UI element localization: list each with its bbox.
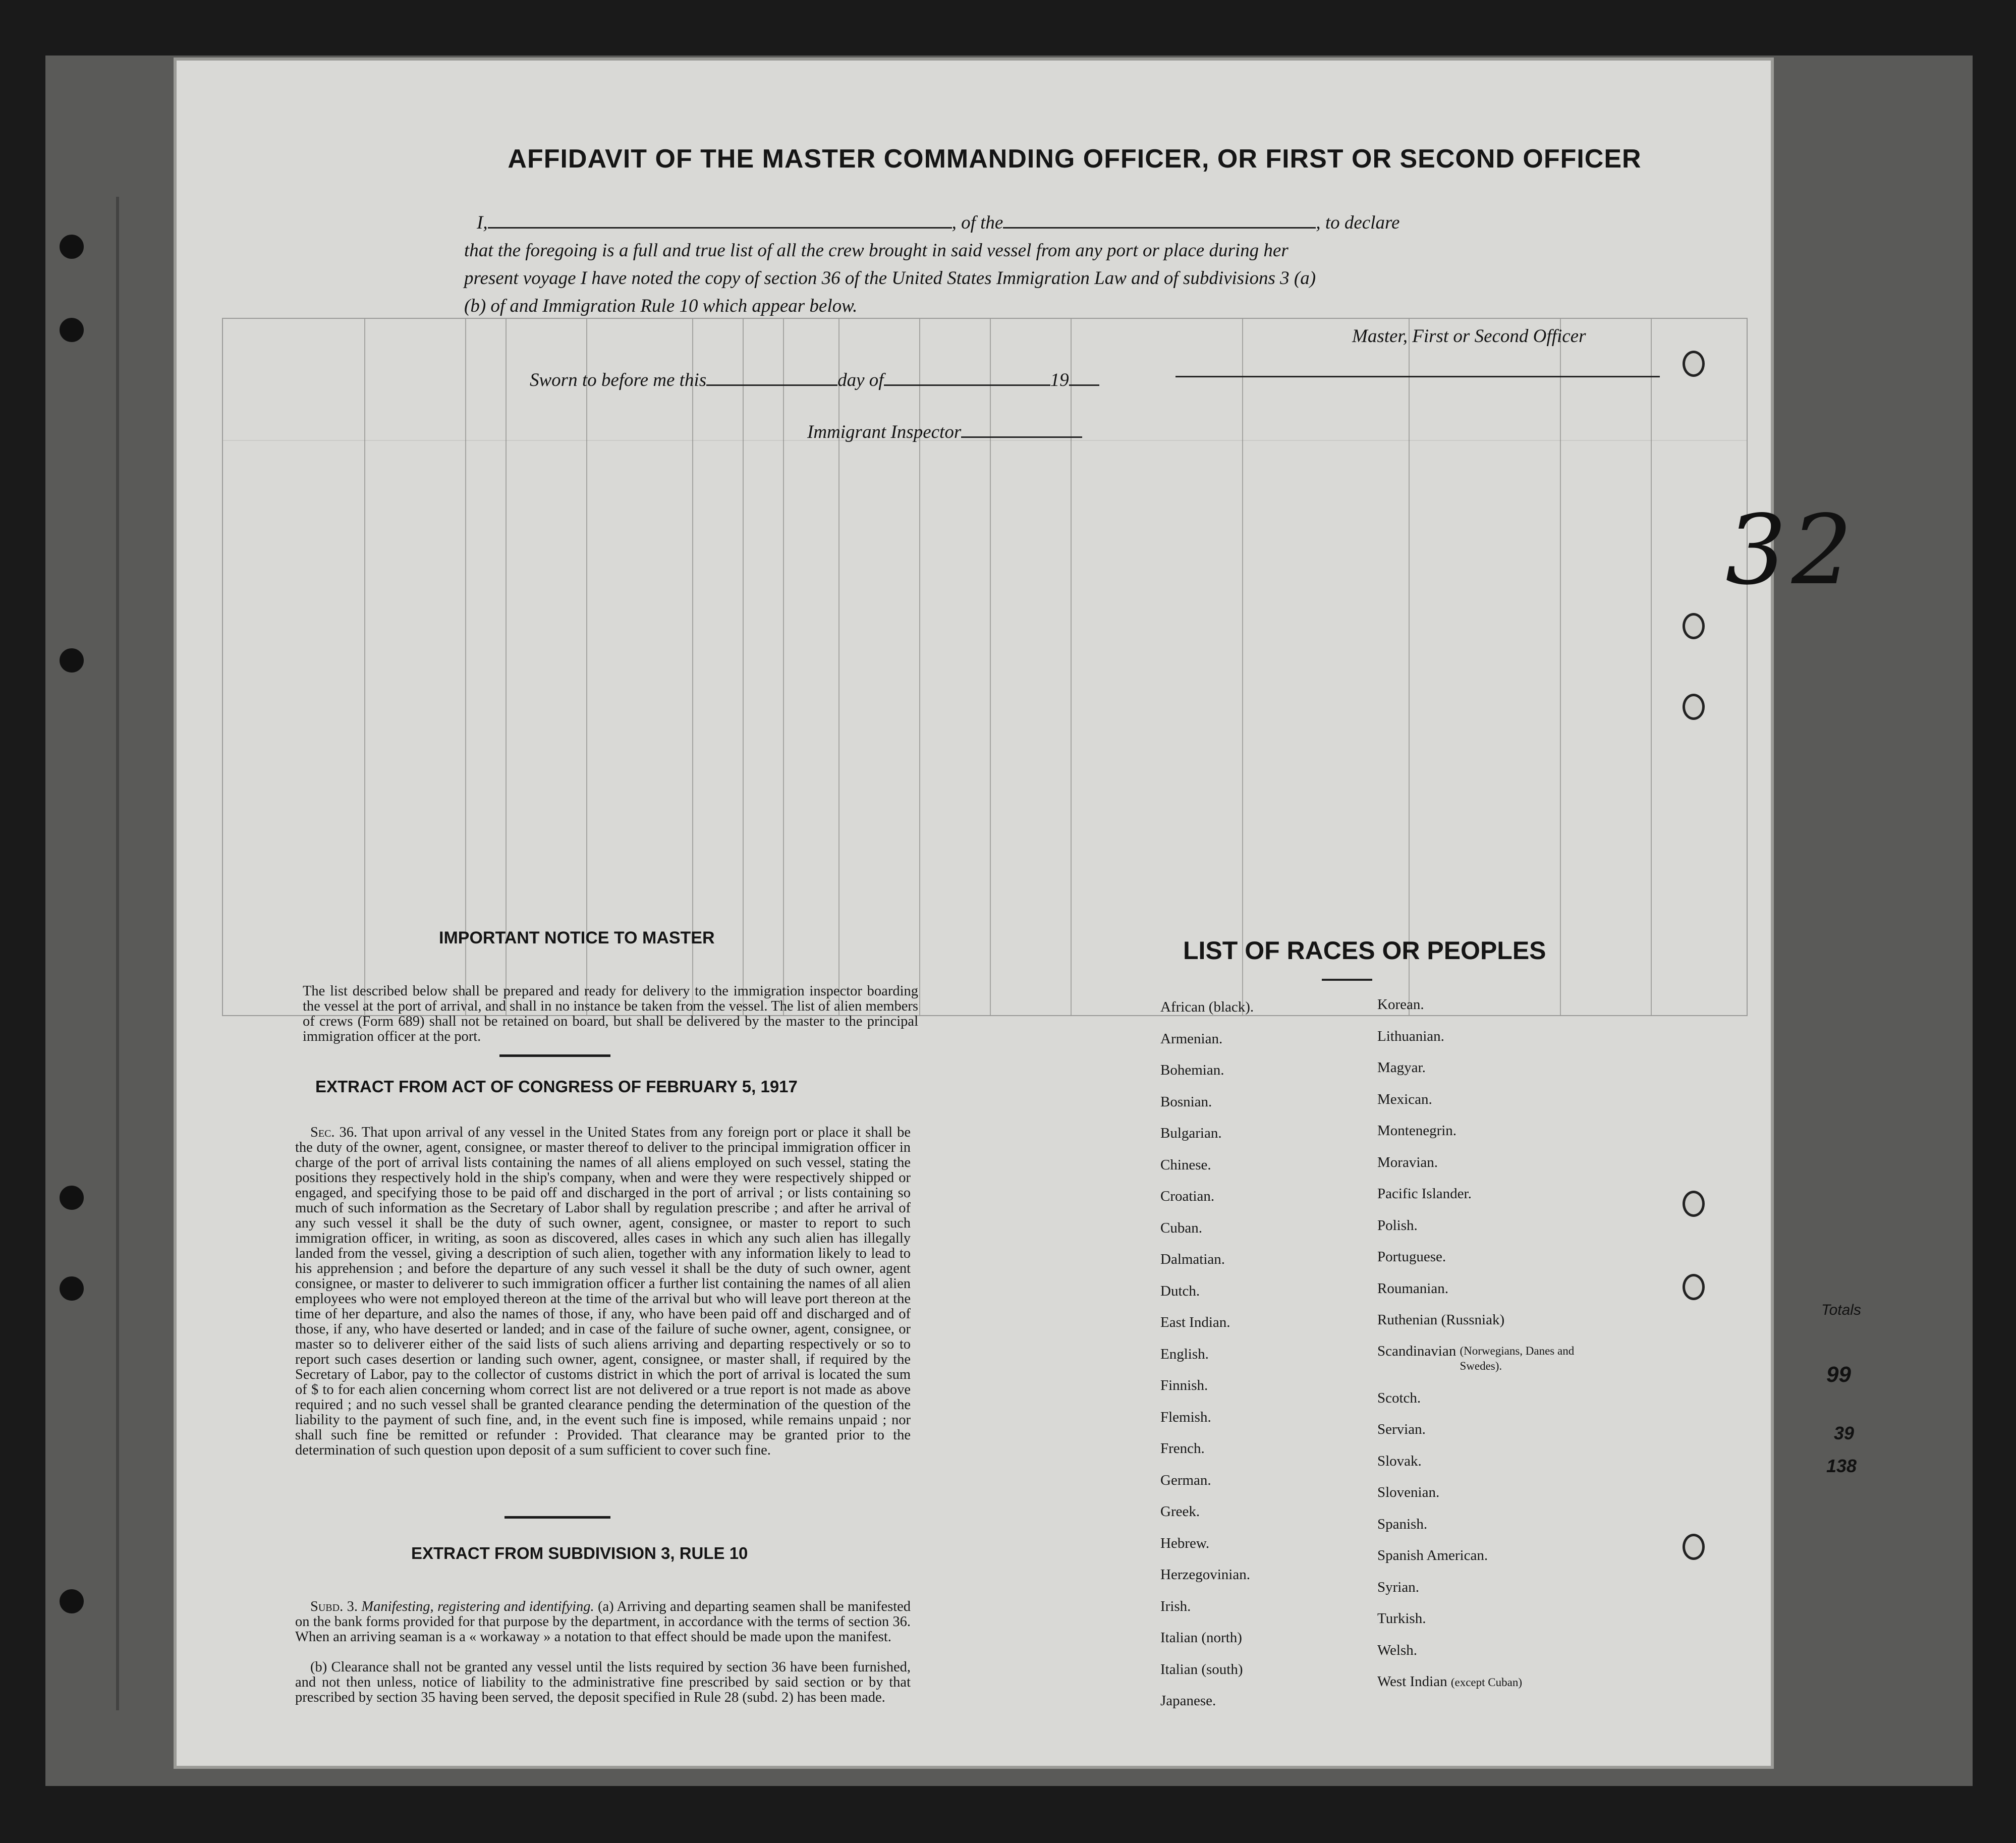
binder-hole: [60, 1186, 84, 1210]
race-item: Welsh.: [1377, 1642, 1418, 1658]
name-blank: [488, 227, 952, 229]
binder-hole: [1683, 1274, 1705, 1300]
tally-value: 39: [1834, 1423, 1855, 1443]
master-signature-label: Master, First or Second Officer: [1352, 326, 1586, 347]
master-signature-line: [1175, 376, 1660, 377]
race-item: Croatian.: [1160, 1188, 1215, 1204]
subdivision-label: Subd. 3.: [310, 1599, 358, 1614]
rule-extract-text-a: [295, 1599, 911, 1645]
tally-value: 138: [1826, 1456, 1857, 1476]
race-item: Finnish.: [1160, 1377, 1208, 1393]
race-item: Italian (north): [1160, 1630, 1242, 1646]
declaration-to-declare: , to declare: [1316, 212, 1400, 233]
race-item: Bohemian.: [1160, 1062, 1224, 1078]
race-item: Spanish.: [1377, 1516, 1428, 1532]
declaration-i: I,: [477, 212, 488, 233]
race-item: Magyar.: [1377, 1059, 1426, 1076]
divider: [505, 1516, 610, 1519]
affidavit-title: AFFIDAVIT OF THE MASTER COMMANDING OFFICER, OR FIRST OR SECOND OFFICER: [508, 144, 1642, 174]
section-label: Sec. 36.: [310, 1125, 358, 1140]
inspector-line: Immigrant Inspector: [807, 421, 1082, 443]
rule-text-b: (b) Clearance shall not be granted any vessel until the lists required by section 36 have been furnished, and not then unless, notice of liability to the administrative fine prescribed by said section or by that prescribed by section 35 having been served, the deposit specified in Rule 28 (subd. 2) has been made.: [295, 1659, 911, 1705]
act-extract-heading: EXTRACT FROM ACT OF CONGRESS OF FEBRUARY 5, 1917: [315, 1077, 798, 1096]
rule-extract-text-b: [295, 1660, 911, 1705]
race-item: Greek.: [1160, 1503, 1200, 1520]
race-item: Spanish American.: [1377, 1547, 1488, 1563]
race-item: East Indian.: [1160, 1314, 1230, 1330]
race-item: Flemish.: [1160, 1409, 1211, 1425]
race-item: Montenegrin.: [1377, 1123, 1457, 1139]
race-item: Hebrew.: [1160, 1535, 1210, 1551]
declaration-line-3: present voyage I have noted the copy of section 36 of the United States Immigration Law and of subdivisions 3 (a): [464, 268, 1316, 289]
race-item: Irish.: [1160, 1598, 1191, 1614]
race-item: Lithuanian.: [1377, 1028, 1444, 1044]
race-item: Roumanian.: [1377, 1280, 1448, 1297]
notice-heading: IMPORTANT NOTICE TO MASTER: [439, 928, 715, 947]
divider: [1322, 979, 1372, 981]
race-item: Polish.: [1377, 1217, 1418, 1234]
subdivision-title: Manifesting, registering and identifying.: [361, 1599, 594, 1614]
race-item: Moravian.: [1377, 1154, 1438, 1170]
race-item: Ruthenian (Russniak): [1377, 1312, 1505, 1328]
race-item: Bosnian.: [1160, 1093, 1212, 1110]
notice-text: The list described below shall be prepared and ready for delivery to the immigration inspector boarding the vessel at the port of arrival, and shall in no instance be taken from the vessel. The list of alien members of crews (Form 689) shall not be retained on board, but shall be delivered by the master to the principal immigration officer at the port.: [303, 983, 918, 1044]
binder-hole: [60, 648, 84, 673]
race-item: Scotch.: [1377, 1389, 1421, 1406]
race-item-scandinavian: Scandinavian (Norwegians, Danes and Swedes).: [1377, 1343, 1575, 1372]
declaration-of-the: , of the: [951, 212, 1003, 233]
race-item: Chinese.: [1160, 1156, 1211, 1173]
race-item-west-indian: West Indian (except Cuban): [1377, 1673, 1522, 1690]
race-item: Dalmatian.: [1160, 1251, 1225, 1267]
race-item: African (black).: [1160, 999, 1254, 1015]
divider: [499, 1054, 610, 1057]
race-item: Slovak.: [1377, 1453, 1422, 1469]
race-item: Japanese.: [1160, 1693, 1216, 1709]
race-item: Dutch.: [1160, 1282, 1200, 1299]
race-item: English.: [1160, 1346, 1209, 1362]
handwritten-number: 32: [1725, 494, 1858, 606]
race-item: Mexican.: [1377, 1091, 1432, 1107]
binder-hole: [60, 235, 84, 259]
race-item: Slovenian.: [1377, 1484, 1440, 1500]
race-item: Italian (south): [1160, 1661, 1243, 1678]
races-heading: LIST OF RACES OR PEOPLES: [1183, 936, 1546, 965]
declaration-line-2: that the foregoing is a full and true list of all the crew brought in said vessel from any port or place during her: [464, 240, 1289, 261]
race-item: Syrian.: [1377, 1579, 1419, 1595]
race-item: French.: [1160, 1440, 1205, 1457]
declaration-line-1: [477, 212, 1399, 234]
race-item: Cuban.: [1160, 1219, 1202, 1236]
total-value: 99: [1826, 1362, 1851, 1387]
binder-hole: [60, 1276, 84, 1301]
totals-label: Totals: [1821, 1302, 1861, 1318]
race-item: Pacific Islander.: [1377, 1186, 1472, 1202]
race-item: Armenian.: [1160, 1030, 1223, 1047]
declaration-line-4: (b) of and Immigration Rule 10 which appear below.: [464, 296, 858, 316]
act-extract-body: That upon arrival of any vessel in the United States from any foreign port or place it shall be the duty of the owner, agent, consignee, or master thereof to deliver to the principal immigration officer in charge of the port of arrival lists containing the names of all aliens employed on such vessel, stating the positions they respectively hold in the ship's company, when and were they were respectively shipped or engaged, and specifying those to be paid off and discharged in the port of arrival ; or lists containing so much of such information as the Secretary of Labor shall by regulation prescribe ; and after he arrival of any such vessel it shall be the duty of such owner, agent, consignee, or master to report to such immigration officer, in writing, as soon as discovered, alles cases in which any such alien has illegally landed from the vessel, giving a description of such alien, together with any information likely to lead to his apprehension ; and before the departure of any such vessel it shall be the duty of such owner, agent consignee, or master to deliverer to such immigration officer a further list containing the names of all alien employees who were not employed thereon at the time of the arrival but who will leave port thereon at the time of her departure, and also the names of those, if any, who have been paid off and discharged and of those, if any, who have deserted or landed; and in case of the failure of suche owner, agent, consignee, or master so to deliverer either of the said lists of such aliens arriving and departing respectively or so to report such cases desertion or landing such owner, agent, consignee, or master shall, if required by the Secretary of Labor, pay to the collector of customs district in which the port of arrival is located the sum of $ to for each alien concerning whom correct list are not delivered or a true report is not made as above required ; and no such vessel shall be granted clearance pending the determination of the question of the liability to the payment of such fine, and, in the event such fine is imposed, while remains unpaid ; nor shall such fine be remitted or refunder : Provided. That clearance may be granted prior to the determination of such question upon deposit of a sum sufficient to cover such fine.: [295, 1125, 911, 1458]
race-item: Servian.: [1377, 1421, 1426, 1437]
race-item: Herzegovinian.: [1160, 1567, 1250, 1583]
sworn-line: Sworn to before me this day of 19: [530, 369, 1099, 391]
rule-extract-heading: EXTRACT FROM SUBDIVISION 3, RULE 10: [411, 1544, 748, 1562]
race-item: Turkish.: [1377, 1610, 1426, 1627]
binder-hole: [1683, 1534, 1705, 1560]
races-right-column: [1377, 989, 1586, 1699]
binder-hole: [60, 318, 84, 342]
race-item: German.: [1160, 1472, 1211, 1488]
vessel-blank: [1003, 227, 1316, 229]
races-left-column: [1160, 991, 1254, 1717]
act-extract-text: [295, 1125, 911, 1458]
race-item: Bulgarian.: [1160, 1125, 1222, 1141]
rule-text-a: (a) Arriving and departing seamen shall be manifested on the bank forms provided for that purpose by the department, in accordance with the terms of section 36. When an arriving seaman is a « workaway » a notation to that effect should be made upon the manifest.: [295, 1599, 911, 1645]
binder-hole: [60, 1589, 84, 1613]
binder-hole: [1683, 1191, 1705, 1217]
race-item: Portuguese.: [1377, 1249, 1446, 1265]
race-item: Korean.: [1377, 996, 1424, 1013]
